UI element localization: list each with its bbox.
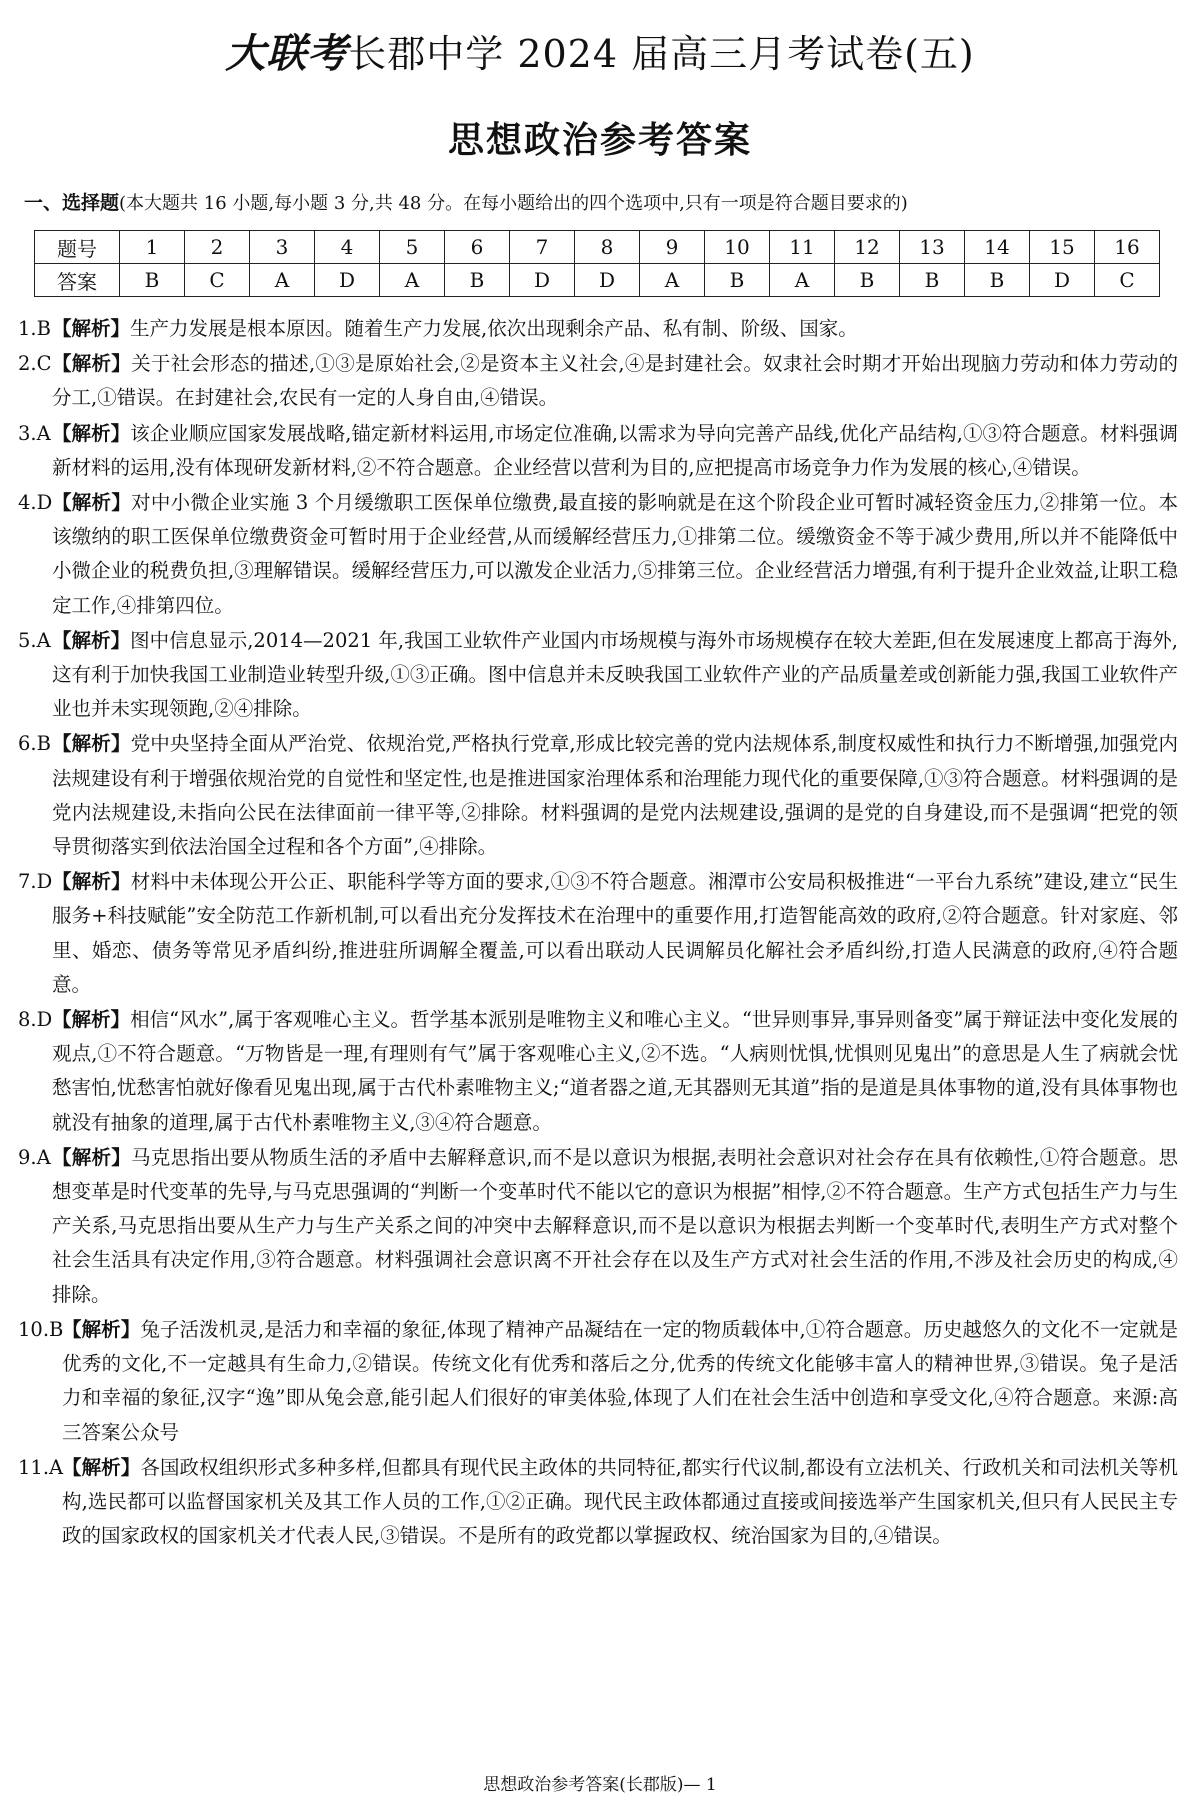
- answer-cell: D: [1030, 264, 1095, 297]
- answer-cell: B: [965, 264, 1030, 297]
- analysis-text: 该企业顺应国家发展战略,锚定新材料运用,市场定位准确,以需求为导向完善产品线,优化产品结构,①③符合题意。材料强调新材料的运用,没有体现研发新材料,②不符合题意。企业经营以营利为目的,应把提高市场竞争力作为发展的核心,④错误。: [52, 421, 1178, 479]
- question-number-cell: 4: [315, 231, 380, 264]
- analysis-tag: 【解析】: [52, 1008, 131, 1032]
- item-number: 1.B: [18, 317, 51, 340]
- item-number: 7.D: [18, 870, 53, 894]
- row-label-questions: 题号: [35, 231, 120, 264]
- question-number-cell: 15: [1030, 231, 1095, 264]
- brand-logo-text: 大联考: [225, 30, 349, 77]
- answer-cell: A: [770, 264, 835, 297]
- question-number-cell: 7: [510, 231, 575, 264]
- section-note: (本大题共 16 小题,每小题 3 分,共 48 分。在每小题给出的四个选项中,只有一项是符合题目要求的): [119, 193, 908, 214]
- question-number-cell: 2: [185, 231, 250, 264]
- question-number-cell: 16: [1095, 231, 1160, 264]
- analysis-text: 马克思指出要从物质生活的矛盾中去解释意识,而不是以意识为根据,表明社会意识对社会存在具有依赖性,①符合题意。思想变革是时代变革的先导,与马克思强调的“判断一个变革时代不能以它的意识为根据”相悖,②不符合题意。生产方式包括生产力与生产关系,马克思指出要从生产力与生产关系之间的冲突中去解释意识,而不是以意识为根据去判断一个变革时代,表明生产方式对整个社会生活具有决定作用,③符合题意。材料强调社会意识离不开社会存在以及生产方式对社会生活的作用,不涉及社会历史的构成,④排除。: [52, 1145, 1178, 1306]
- answer-cell: B: [900, 264, 965, 297]
- question-number-cell: 9: [640, 231, 705, 264]
- item-number: 6.B: [18, 732, 51, 756]
- analysis-tag: 【解析】: [52, 421, 131, 445]
- analysis-tag: 【解析】: [52, 1145, 132, 1169]
- exam-title: 长郡中学 2024 届高三月考试卷(五): [348, 32, 975, 76]
- analysis-text: 图中信息显示,2014—2021 年,我国工业软件产业国内市场规模与海外市场规模存在较大差距,但在发展速度上都高于海外,这有利于加快我国工业制造业转型升级,①③正确。图中信息并未反映我国工业软件产业的产品质量差或创新能力强,我国工业软件产业也并未实现领跑,②④排除。: [52, 628, 1178, 721]
- item-number: 10.B: [18, 1317, 64, 1341]
- explanation-item: [18, 1141, 1178, 1312]
- answer-cell: A: [640, 264, 705, 297]
- item-number: 8.D: [18, 1008, 53, 1032]
- analysis-tag: 【解析】: [52, 352, 132, 376]
- section-heading: [24, 188, 1184, 215]
- question-number-cell: 8: [575, 231, 640, 264]
- explanation-item: [18, 624, 1178, 727]
- analysis-tag: 【解析】: [52, 732, 131, 756]
- section-title: 一、选择题: [24, 192, 120, 214]
- explanation-item: [18, 1451, 1178, 1554]
- answer-cell: C: [1095, 264, 1160, 297]
- analysis-text: 相信“风水”,属于客观唯心主义。哲学基本派别是唯物主义和唯心主义。“世异则事异,事异则备变”属于辩证法中变化发展的观点,①不符合题意。“万物皆是一理,有理则有气”属于客观唯心主义,②不选。“人病则忧惧,忧惧则见鬼出”的意思是人生了病就会忧愁害怕,忧愁害怕就好像看见鬼出现,属于古代朴素唯物主义;“道者器之道,无其器则无其道”指的是道是具体事物的道,没有具体事物也就没有抽象的道理,属于古代朴素唯物主义,③④符合题意。: [52, 1008, 1178, 1134]
- analysis-text: 生产力发展是根本原因。随着生产力发展,依次出现剩余产品、私有制、阶级、国家。: [130, 317, 858, 340]
- item-number: 2.C: [18, 352, 52, 376]
- analysis-text: 关于社会形态的描述,①③是原始社会,②是资本主义社会,④是封建社会。奴隶社会时期才开始出现脑力劳动和体力劳动的分工,①错误。在封建社会,农民有一定的人身自由,④错误。: [52, 352, 1178, 410]
- explanation-item: [18, 727, 1178, 864]
- answer-cell: D: [510, 264, 575, 297]
- question-number-cell: 5: [380, 231, 445, 264]
- explanation-item: [18, 347, 1178, 415]
- item-number: 5.A: [18, 628, 51, 652]
- answer-cell: A: [380, 264, 445, 297]
- item-number: 3.A: [18, 421, 51, 445]
- analysis-tag: 【解析】: [62, 1317, 141, 1341]
- explanation-item: [18, 486, 1178, 623]
- explanation-item: [18, 417, 1178, 485]
- answer-cell: B: [120, 264, 185, 297]
- item-number: 11.A: [18, 1455, 64, 1479]
- question-number-row: [35, 231, 1160, 264]
- analysis-text: 兔子活泼机灵,是活力和幸福的象征,体现了精神产品凝结在一定的物质载体中,①符合题意。历史越悠久的文化不一定就是优秀的文化,不一定越具有生命力,②错误。传统文化有优秀和落后之分,优秀的传统文化能够丰富人的精神世界,③错误。兔子是活力和幸福的象征,汉字“逸”即从兔会意,能引起人们很好的审美体验,体现了人们在社会生活中创造和享受文化,④符合题意。来源:高三答案公众号: [62, 1317, 1178, 1444]
- question-number-cell: 11: [770, 231, 835, 264]
- question-number-cell: 10: [705, 231, 770, 264]
- answer-cell: B: [445, 264, 510, 297]
- item-number: 4.D: [18, 491, 53, 515]
- page-footer: 思想政治参考答案(长郡版)— 1: [483, 1775, 717, 1795]
- analysis-tag: 【解析】: [62, 1455, 141, 1479]
- explanation-item: [18, 1313, 1178, 1450]
- page-subtitle: 思想政治参考答案: [447, 120, 752, 161]
- analysis-tag: 【解析】: [52, 317, 131, 340]
- explanation-item: [18, 865, 1178, 1002]
- item-number: 9.A: [18, 1145, 51, 1169]
- answer-cell: C: [185, 264, 250, 297]
- analysis-text: 党中央坚持全面从严治党、依规治党,严格执行党章,形成比较完善的党内法规体系,制度权威性和执行力不断增强,加强党内法规建设有利于增强依规治党的自觉性和坚定性,也是推进国家治理体系和治理能力现代化的重要保障,①③符合题意。材料强调的是党内法规建设,未指向公民在法律面前一律平等,②排除。材料强调的是党内法规建设,强调的是党的自身建设,而不是强调“把党的领导贯彻落实到依法治国全过程和各个方面”,④排除。: [52, 732, 1178, 859]
- answer-row: [35, 264, 1160, 297]
- analysis-text: 对中小微企业实施 3 个月缓缴职工医保单位缴费,最直接的影响就是在这个阶段企业可暂时减轻资金压力,②排第一位。本该缴纳的职工医保单位缴费资金可暂时用于企业经营,从而缓解经营压力,①排第二位。缓缴资金不等于减少费用,所以并不能降低中小微企业的税费负担,③理解错误。缓解经营压力,可以激发企业活力,⑤排第三位。企业经营活力增强,有利于提升企业效益,让职工稳定工作,④排第四位。: [52, 491, 1178, 617]
- explanation-item: [18, 312, 1178, 346]
- answer-cell: A: [250, 264, 315, 297]
- question-number-cell: 14: [965, 231, 1030, 264]
- explanation-list: [18, 312, 1178, 1554]
- answer-table: [34, 230, 1160, 297]
- analysis-tag: 【解析】: [52, 870, 131, 894]
- analysis-tag: 【解析】: [52, 491, 132, 515]
- question-number-cell: 13: [900, 231, 965, 264]
- question-number-cell: 6: [445, 231, 510, 264]
- analysis-text: 材料中未体现公开公正、职能科学等方面的要求,①③不符合题意。湘潭市公安局积极推进“一平台九系统”建设,建立“民生服务+科技赋能”安全防范工作新机制,可以看出充分发挥技术在治理中的重要作用,打造智能高效的政府,②符合题意。针对家庭、邻里、婚恋、债务等常见矛盾纠纷,推进驻所调解全覆盖,可以看出联动人民调解员化解社会矛盾纠纷,打造人民满意的政府,④符合题意。: [52, 870, 1178, 996]
- question-number-cell: 3: [250, 231, 315, 264]
- row-label-answers: 答案: [35, 264, 120, 297]
- answer-cell: D: [575, 264, 640, 297]
- explanation-item: [18, 1003, 1178, 1140]
- answer-cell: D: [315, 264, 380, 297]
- exam-header: [0, 22, 1200, 79]
- analysis-text: 各国政权组织形式多种多样,但都具有现代民主政体的共同特征,都实行代议制,都设有立法机关、行政机关和司法机关等机构,选民都可以监督国家机关及其工作人员的工作,①②正确。现代民主政体都通过直接或间接选举产生国家机关,但只有人民民主专政的国家政权的国家机关才代表人民,③错误。不是所有的政党都以掌握政权、统治国家为目的,④错误。: [62, 1455, 1178, 1548]
- answer-cell: B: [835, 264, 900, 297]
- answer-cell: B: [705, 264, 770, 297]
- question-number-cell: 1: [120, 231, 185, 264]
- question-number-cell: 12: [835, 231, 900, 264]
- analysis-tag: 【解析】: [52, 628, 131, 652]
